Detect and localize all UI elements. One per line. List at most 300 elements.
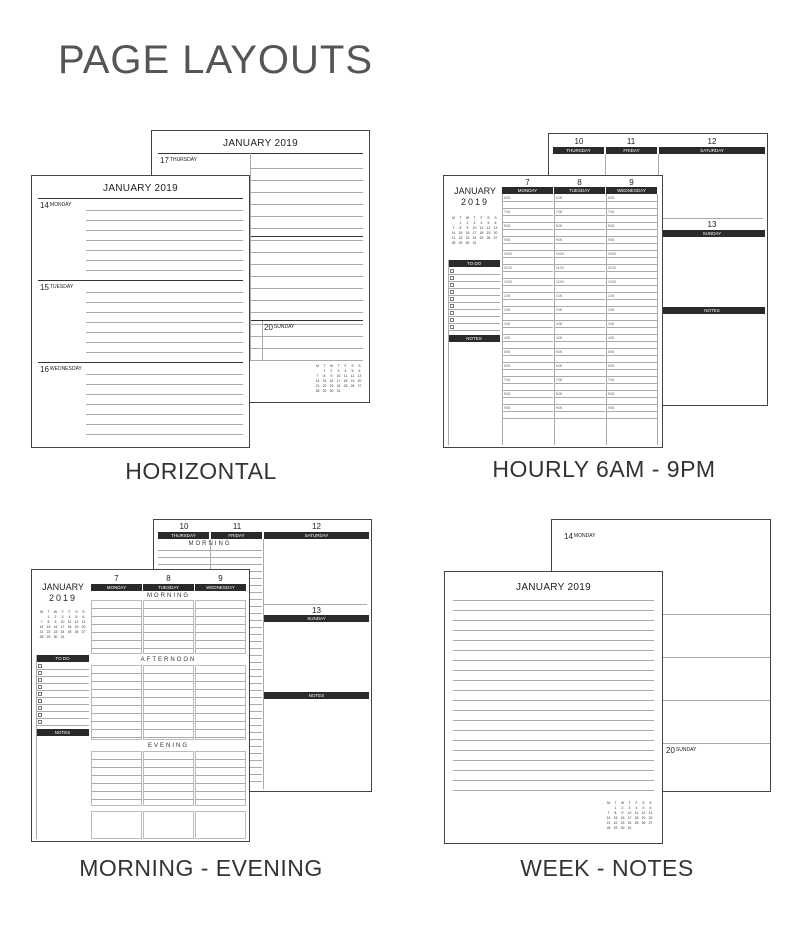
hour-label: 8:00 xyxy=(504,392,511,396)
rule-line xyxy=(86,270,243,271)
rule-line xyxy=(36,676,89,677)
rule-line xyxy=(554,341,605,342)
hour-label: 7:00 xyxy=(504,378,511,382)
rule-line xyxy=(91,632,142,633)
rule-line xyxy=(86,352,243,353)
bottom-cell xyxy=(91,811,142,839)
rule-line xyxy=(554,397,605,398)
rule-line xyxy=(143,737,194,738)
rule-line xyxy=(606,397,657,398)
hour-label: 9:00 xyxy=(504,238,511,242)
rule-line xyxy=(606,215,657,216)
rule-line xyxy=(554,299,605,300)
rule-line xyxy=(250,168,363,169)
rule-line xyxy=(448,281,500,282)
rule-line xyxy=(502,250,657,251)
hour-label: 9:00 xyxy=(504,406,511,410)
rule-line xyxy=(502,208,657,209)
rule-line xyxy=(453,790,654,791)
rule-line xyxy=(195,713,246,714)
rule-line xyxy=(195,759,246,760)
hour-label: 8:00 xyxy=(556,224,563,228)
rule-line xyxy=(86,404,243,405)
rule-line xyxy=(143,697,194,698)
hour-label: 7:00 xyxy=(608,378,615,382)
rule-line xyxy=(36,697,89,698)
rule-line xyxy=(195,775,246,776)
hourly-back-page: 10 11 12 THURSDAY FRIDAY SATURDAY 13 SUNDAY NOTES xyxy=(548,133,768,406)
horizontal-front-page xyxy=(31,175,250,448)
rule-line xyxy=(554,201,605,202)
rule-line xyxy=(250,312,363,313)
todo-checkbox[interactable] xyxy=(450,311,454,315)
rule-line xyxy=(554,243,605,244)
rule-line xyxy=(86,220,243,221)
todo-checkbox[interactable] xyxy=(38,706,42,710)
rule-line xyxy=(36,704,89,705)
rule-line xyxy=(502,376,657,377)
todo-checkbox[interactable] xyxy=(38,678,42,682)
rule-line xyxy=(91,608,142,609)
rule-line xyxy=(91,681,142,682)
rule-line xyxy=(143,624,194,625)
rule-line xyxy=(143,721,194,722)
rule-line xyxy=(36,690,89,691)
rule-line xyxy=(250,252,363,253)
rule-line xyxy=(211,564,262,565)
rule-line xyxy=(606,299,657,300)
hourly-front-page: JANUARY 2019 M T W T F S S 1 2 3 4 5 6 7 8 9 10 11 12 13 14 15 16 17 18 19 20 21 22 23 24 25 26 27 28 29 30 31 TO DO NOTES 7 8 9 MONDAY TUESDAY WEDNESDAY 6:00 6:00 6:00 7:00 7:00 7:00 8:00 8:00 8:00 9:00 9:00 9:00 10:00 10:00 10:00 11:00 11:00 11:00 12:00 12:00 12:00 1:00 1:00 1:00 2:00 2:00 2:00 3:00 3:00 3:00 4:00 4:00 4:00 5:00 5:00 5:00 6:00 6:00 6:00 7:00 7:00 7:00 8:00 8:00 8:00 9:00 9:00 9:00 xyxy=(443,175,663,448)
hour-label: 9:00 xyxy=(556,406,563,410)
hour-label: 3:00 xyxy=(556,322,563,326)
rule-line xyxy=(554,215,605,216)
rule-line xyxy=(86,434,243,435)
rule-line xyxy=(453,700,654,701)
rule-line xyxy=(502,418,657,419)
rule-line xyxy=(453,660,654,661)
rule-line xyxy=(86,312,243,313)
rule-line xyxy=(453,620,654,621)
hour-label: 3:00 xyxy=(504,322,511,326)
month-title: JANUARY 2019 xyxy=(516,582,591,593)
rule-line xyxy=(36,683,89,684)
rule-line xyxy=(250,300,363,301)
rule-line xyxy=(502,327,553,328)
rule-line xyxy=(86,424,243,425)
hour-label: 10:00 xyxy=(556,252,564,256)
mini-calendar: M T W T F S S 1 2 3 4 5 6 7 8 9 10 11 12 13 14 15 16 17 18 19 20 21 22 23 24 25 26 27 28 29 30 31 xyxy=(315,364,362,393)
rule-line xyxy=(502,299,553,300)
hour-label: 4:00 xyxy=(608,336,615,340)
rule-line xyxy=(554,383,605,384)
rule-line xyxy=(86,302,243,303)
todo-checkbox[interactable] xyxy=(38,720,42,724)
rule-line xyxy=(143,791,194,792)
rule-line xyxy=(195,640,246,641)
rule-line xyxy=(453,740,654,741)
rule-line xyxy=(143,608,194,609)
todo-checkbox[interactable] xyxy=(38,699,42,703)
hour-label: 9:00 xyxy=(608,406,615,410)
rule-line xyxy=(502,404,657,405)
rule-line xyxy=(91,783,142,784)
hour-label: 11:00 xyxy=(504,266,512,270)
rule-line xyxy=(448,274,500,275)
rule-line xyxy=(211,550,262,551)
rule-line xyxy=(502,334,657,335)
rule-line xyxy=(143,759,194,760)
hour-label: 1:00 xyxy=(504,294,511,298)
rule-line xyxy=(606,229,657,230)
hour-label: 7:00 xyxy=(504,210,511,214)
month-title: JANUARY 2019 xyxy=(103,183,178,194)
bottom-cell xyxy=(195,811,246,839)
rule-line xyxy=(91,673,142,674)
rule-line xyxy=(453,730,654,731)
todo-checkbox[interactable] xyxy=(450,304,454,308)
layout-caption: HOURLY 6AM - 9PM xyxy=(492,456,716,482)
rule-line xyxy=(195,729,246,730)
rule-line xyxy=(502,341,553,342)
rule-line xyxy=(453,640,654,641)
rule-line xyxy=(158,557,210,558)
rule-line xyxy=(211,557,262,558)
rule-line xyxy=(448,309,500,310)
rule-line xyxy=(195,616,246,617)
rule-line xyxy=(250,228,363,229)
mini-calendar: M T W T F S S 1 2 3 4 5 6 7 8 9 10 11 12 13 14 15 16 17 18 19 20 21 22 23 24 25 26 27 28 29 30 31 xyxy=(606,801,653,830)
hour-label: 9:00 xyxy=(608,238,615,242)
rule-line xyxy=(143,767,194,768)
day-label: $14^{MONDAY}$ xyxy=(564,532,596,541)
rule-line xyxy=(453,680,654,681)
hour-label: 6:00 xyxy=(556,364,563,368)
rule-line xyxy=(86,322,243,323)
rule-line xyxy=(91,624,142,625)
rule-line xyxy=(158,564,210,565)
rule-line xyxy=(91,705,142,706)
rule-line xyxy=(86,230,243,231)
rule-line xyxy=(143,689,194,690)
day-label: $15^{TUESDAY}$ xyxy=(40,283,74,292)
todo-checkbox[interactable] xyxy=(450,276,454,280)
page-title: PAGE LAYOUTS xyxy=(58,38,374,82)
rule-line xyxy=(143,713,194,714)
rule-line xyxy=(91,759,142,760)
hour-label: 12:00 xyxy=(556,280,564,284)
rule-line xyxy=(606,257,657,258)
week-front-page xyxy=(444,571,663,844)
rule-line xyxy=(554,411,605,412)
hour-label: 9:00 xyxy=(556,238,563,242)
year: 2019 xyxy=(48,593,78,603)
rule-line xyxy=(554,327,605,328)
mini-calendar: M T W T F S S 1 2 3 4 5 6 7 8 9 10 11 12 13 14 15 16 17 18 19 20 21 22 23 24 25 26 27 28 29 30 31 xyxy=(451,216,498,245)
bottom-cell xyxy=(143,811,194,839)
rule-line xyxy=(448,302,500,303)
hour-label: 11:00 xyxy=(608,266,616,270)
rule-line xyxy=(143,705,194,706)
layout-caption: HORIZONTAL xyxy=(125,458,277,484)
rule-line xyxy=(502,411,553,412)
rule-line xyxy=(86,260,243,261)
rule-line xyxy=(250,204,363,205)
hour-label: 4:00 xyxy=(556,336,563,340)
rule-line xyxy=(502,355,553,356)
rule-line xyxy=(195,648,246,649)
rule-line xyxy=(195,608,246,609)
morning-back-page: 10 11 12 THURSDAY FRIDAY SATURDAY MORNING 13 SUNDAY NOTES xyxy=(153,519,372,792)
rule-line xyxy=(143,632,194,633)
rule-line xyxy=(250,336,363,337)
rule-line xyxy=(606,271,657,272)
rule-line xyxy=(91,713,142,714)
rule-line xyxy=(158,550,210,551)
rule-line xyxy=(606,201,657,202)
rule-line xyxy=(195,791,246,792)
rule-line xyxy=(143,783,194,784)
rule-line xyxy=(86,250,243,251)
hour-label: 8:00 xyxy=(608,224,615,228)
hour-label: 8:00 xyxy=(504,224,511,228)
rule-line xyxy=(502,222,657,223)
rule-line xyxy=(86,342,243,343)
rule-line xyxy=(143,681,194,682)
rule-line xyxy=(502,320,657,321)
day-label: $20^{SUNDAY}$ xyxy=(666,746,697,755)
rule-line xyxy=(91,799,142,800)
rule-line xyxy=(91,737,142,738)
hour-label: 11:00 xyxy=(556,266,564,270)
layout-caption: MORNING - EVENING xyxy=(79,855,323,881)
rule-line xyxy=(91,767,142,768)
layout-caption: WEEK - NOTES xyxy=(520,855,694,881)
rule-line xyxy=(143,616,194,617)
rule-line xyxy=(250,264,363,265)
todo-checkbox[interactable] xyxy=(450,283,454,287)
rule-line xyxy=(502,243,553,244)
rule-line xyxy=(453,720,654,721)
todo-checkbox[interactable] xyxy=(38,671,42,675)
rule-line xyxy=(502,292,657,293)
rule-line xyxy=(86,394,243,395)
hour-label: 12:00 xyxy=(608,280,616,284)
rule-line xyxy=(554,257,605,258)
rule-line xyxy=(143,775,194,776)
rule-line xyxy=(502,215,553,216)
hour-label: 6:00 xyxy=(608,196,615,200)
day-label: $20^{SUNDAY}$ xyxy=(264,323,295,332)
rule-line xyxy=(502,390,657,391)
rule-line xyxy=(91,775,142,776)
day-label: $17^{THURSDAY}$ xyxy=(160,156,198,165)
rule-line xyxy=(91,721,142,722)
rule-line xyxy=(91,697,142,698)
rule-line xyxy=(453,750,654,751)
rule-line xyxy=(554,285,605,286)
rule-line xyxy=(502,285,553,286)
hour-label: 5:00 xyxy=(608,350,615,354)
todo-checkbox[interactable] xyxy=(450,325,454,329)
rule-line xyxy=(502,313,553,314)
rule-line xyxy=(453,760,654,761)
rule-line xyxy=(448,288,500,289)
rule-line xyxy=(195,673,246,674)
rule-line xyxy=(143,640,194,641)
rule-line xyxy=(453,770,654,771)
rule-line xyxy=(554,271,605,272)
rule-line xyxy=(606,355,657,356)
hour-label: 10:00 xyxy=(504,252,512,256)
rule-line xyxy=(502,383,553,384)
rule-line xyxy=(502,369,553,370)
hour-label: 3:00 xyxy=(608,322,615,326)
mini-calendar: M T W T F S S 1 2 3 4 5 6 7 8 9 10 11 12 13 14 15 16 17 18 19 20 21 22 23 24 25 26 27 28 29 30 31 xyxy=(39,610,86,639)
rule-line xyxy=(250,288,363,289)
rule-line xyxy=(195,632,246,633)
year: 2019 xyxy=(460,197,490,207)
hour-label: 2:00 xyxy=(504,308,511,312)
todo-checkbox[interactable] xyxy=(38,692,42,696)
rule-line xyxy=(606,369,657,370)
rule-line xyxy=(502,271,553,272)
rule-line xyxy=(86,374,243,375)
rule-line xyxy=(195,697,246,698)
rule-line xyxy=(502,306,657,307)
hour-label: 5:00 xyxy=(556,350,563,354)
rule-line xyxy=(36,669,89,670)
hour-label: 2:00 xyxy=(608,308,615,312)
rule-line xyxy=(502,278,657,279)
rule-line xyxy=(554,313,605,314)
rule-line xyxy=(502,236,657,237)
rule-line xyxy=(195,689,246,690)
hour-label: 2:00 xyxy=(556,308,563,312)
rule-line xyxy=(250,192,363,193)
rule-line xyxy=(195,783,246,784)
month-name: JANUARY xyxy=(454,186,496,196)
rule-line xyxy=(606,341,657,342)
morning-front-page: JANUARY 2019 M T W T F S S 1 2 3 4 5 6 7 8 9 10 11 12 13 14 15 16 17 18 19 20 21 22 23 24 25 26 27 28 29 30 31 TO DO NOTES 7 8 9 MONDAY TUESDAY WEDNESDAY MORNING AFTERNOON EVENING xyxy=(31,569,250,842)
rule-line xyxy=(453,610,654,611)
rule-line xyxy=(195,705,246,706)
todo-checkbox[interactable] xyxy=(450,297,454,301)
month-name: JANUARY xyxy=(42,582,84,592)
hour-label: 6:00 xyxy=(608,364,615,368)
rule-line xyxy=(502,229,553,230)
rule-line xyxy=(502,348,657,349)
hour-label: 5:00 xyxy=(504,350,511,354)
rule-line xyxy=(36,718,89,719)
rule-line xyxy=(143,648,194,649)
rule-line xyxy=(554,229,605,230)
rule-line xyxy=(91,791,142,792)
rule-line xyxy=(448,330,500,331)
rule-line xyxy=(606,313,657,314)
rule-line xyxy=(91,689,142,690)
rule-line xyxy=(86,332,243,333)
hour-label: 8:00 xyxy=(608,392,615,396)
rule-line xyxy=(91,616,142,617)
rule-line xyxy=(91,640,142,641)
month-title: JANUARY 2019 xyxy=(223,138,298,149)
rule-line xyxy=(143,673,194,674)
rule-line xyxy=(195,721,246,722)
rule-line xyxy=(502,201,553,202)
hour-label: 8:00 xyxy=(556,392,563,396)
hour-label: 7:00 xyxy=(556,378,563,382)
rule-line xyxy=(143,729,194,730)
rule-line xyxy=(250,240,363,241)
rule-line xyxy=(250,276,363,277)
todo-checkbox[interactable] xyxy=(38,713,42,717)
rule-line xyxy=(195,624,246,625)
day-label: $14^{MONDAY}$ xyxy=(40,201,72,210)
day-label: $16^{WEDNESDAY}$ xyxy=(40,365,82,374)
hour-label: 6:00 xyxy=(504,364,511,368)
rule-line xyxy=(448,295,500,296)
hour-label: 1:00 xyxy=(556,294,563,298)
rule-line xyxy=(250,348,363,349)
rule-line xyxy=(86,292,243,293)
rule-line xyxy=(453,630,654,631)
todo-checkbox[interactable] xyxy=(450,269,454,273)
rule-line xyxy=(448,316,500,317)
rule-line xyxy=(143,799,194,800)
rule-line xyxy=(606,327,657,328)
rule-line xyxy=(86,414,243,415)
rule-line xyxy=(250,216,363,217)
todo-checkbox[interactable] xyxy=(450,290,454,294)
rule-line xyxy=(453,690,654,691)
hour-label: 4:00 xyxy=(504,336,511,340)
rule-line xyxy=(453,710,654,711)
rule-line xyxy=(91,729,142,730)
hour-label: 6:00 xyxy=(504,196,511,200)
rule-line xyxy=(91,648,142,649)
todo-checkbox[interactable] xyxy=(38,685,42,689)
rule-line xyxy=(502,362,657,363)
rule-line xyxy=(502,257,553,258)
rule-line xyxy=(36,725,89,726)
rule-line xyxy=(195,799,246,800)
rule-line xyxy=(554,355,605,356)
rule-line xyxy=(448,323,500,324)
hour-label: 6:00 xyxy=(556,196,563,200)
rule-line xyxy=(606,383,657,384)
rule-line xyxy=(502,397,553,398)
rule-line xyxy=(606,411,657,412)
rule-line xyxy=(502,264,657,265)
hour-label: 7:00 xyxy=(556,210,563,214)
rule-line xyxy=(606,243,657,244)
hour-label: 10:00 xyxy=(608,252,616,256)
rule-line xyxy=(554,369,605,370)
rule-line xyxy=(250,180,363,181)
rule-line xyxy=(195,681,246,682)
rule-line xyxy=(86,384,243,385)
todo-checkbox[interactable] xyxy=(38,664,42,668)
rule-line xyxy=(195,737,246,738)
rule-line xyxy=(86,240,243,241)
rule-line xyxy=(86,210,243,211)
hour-label: 12:00 xyxy=(504,280,512,284)
rule-line xyxy=(453,600,654,601)
rule-line xyxy=(453,670,654,671)
rule-line xyxy=(195,767,246,768)
todo-checkbox[interactable] xyxy=(450,318,454,322)
rule-line xyxy=(453,650,654,651)
